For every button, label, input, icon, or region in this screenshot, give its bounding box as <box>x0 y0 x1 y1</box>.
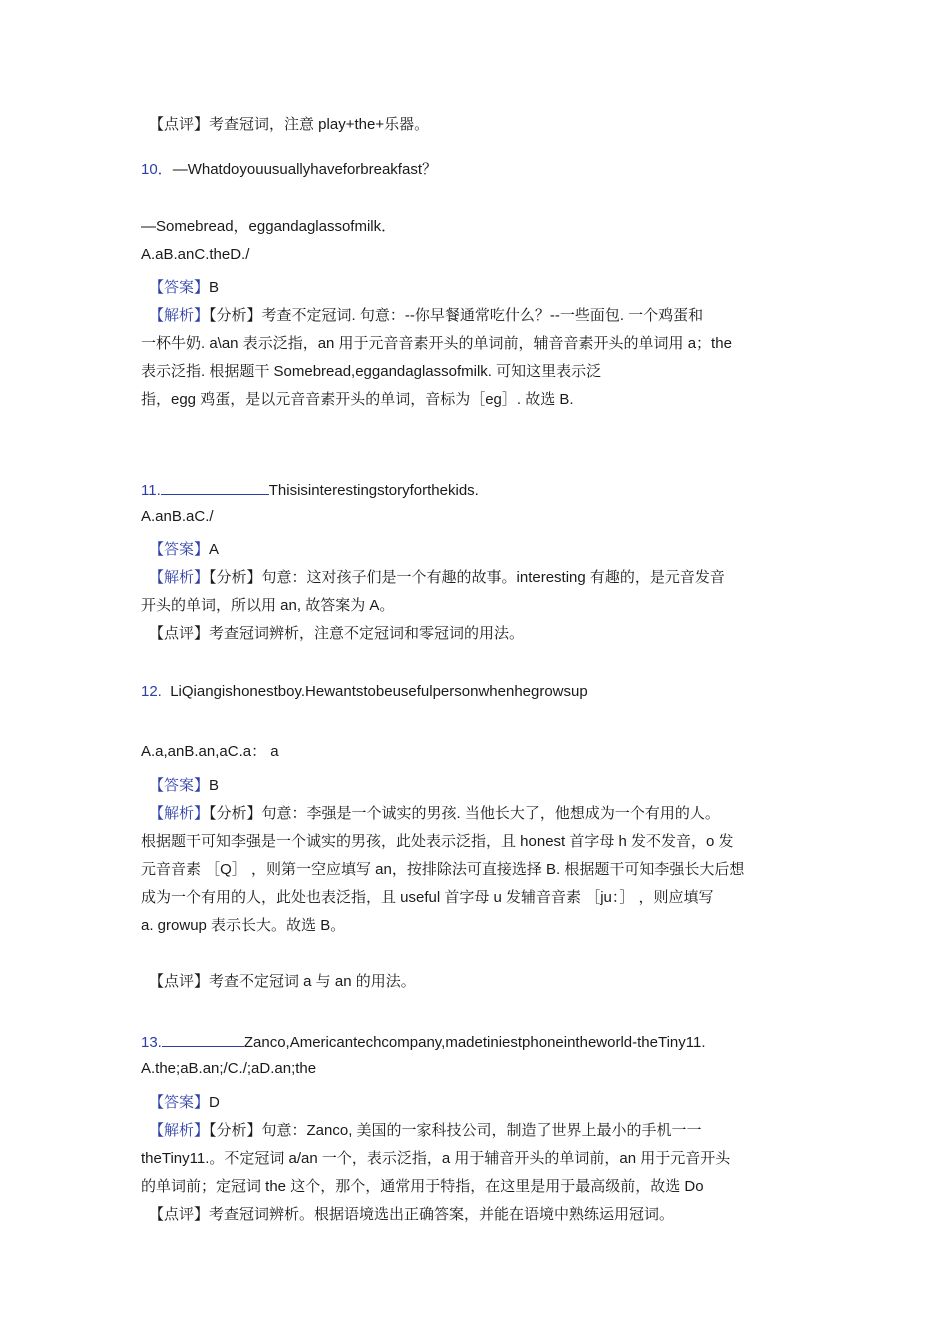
q11-number: 11. <box>141 482 161 499</box>
q10-stem-2: —Somebread，eggandaglassofmilk． <box>141 218 397 235</box>
q10-analysis-text-1: 【分析】考查不定冠词. 句意：--你早餐通常吃什么？--一些面包. 一个鸡蛋和 <box>209 307 704 324</box>
q10-analysis-line-4: 指，egg 鸡蛋，是以元音音素开头的单词，音标为［eg］. 故选 B. <box>141 391 574 408</box>
q13-comment: 【点评】考查冠词辨析。根据语境选出正确答案，并能在语境中熟练运用冠词。 <box>149 1206 675 1223</box>
q10-answer-line <box>149 278 219 298</box>
q11-stem: Thisisinterestingstoryforthekids. <box>268 482 479 499</box>
q10-options: A.aB.anC.theD./ <box>141 246 250 263</box>
q13-answer: D <box>209 1094 220 1111</box>
q11-comment: 【点评】考查冠词辨析，注意不定冠词和零冠词的用法。 <box>149 625 525 642</box>
q12-analysis-text-1: 【分析】句意：李强是一个诚实的男孩. 当他长大了，他想成为一个有用的人。 <box>209 805 720 822</box>
q10-analysis-line-1 <box>149 306 703 326</box>
q11-analysis-line-1 <box>149 568 725 588</box>
q13-answer-tag: 【答案】 <box>149 1094 210 1111</box>
q13-stem-line <box>141 1031 706 1053</box>
q12-analysis-line-1 <box>149 804 720 824</box>
q12-analysis-line-4: 成为一个有用的人，此处也表泛指，且 useful 首字母 u 发辅音音素 ［ju：］ ，则应填写 <box>141 889 714 906</box>
q10-answer: B <box>209 279 220 296</box>
top-comment <box>149 115 429 135</box>
q11-answer: A <box>209 541 220 558</box>
q11-blank <box>161 479 269 495</box>
q12-answer-line <box>149 776 219 796</box>
q13-number: 13. <box>141 1034 162 1051</box>
q12-stem-line <box>141 682 588 702</box>
q12-analysis-line-5: a. growup 表示长大。故选 B。 <box>141 917 346 934</box>
q11-answer-tag: 【答案】 <box>149 541 210 558</box>
q13-blank <box>162 1031 244 1047</box>
q10-number: 10． <box>141 161 173 178</box>
q13-answer-line <box>149 1093 220 1113</box>
q13-analysis-text-1: 【分析】句意：Zanco, 美国的一家科技公司，制造了世界上最小的手机一一 <box>209 1122 702 1139</box>
q13-stem: Zanco,Americantechcompany,madetiniestphoneintheworld-theTiny11. <box>243 1034 706 1051</box>
q12-analysis-line-3: 元音音素 ［Q］ ，则第一空应填写 an，按排除法可直接选择 B. 根据题干可知李强长大后想 <box>141 861 745 878</box>
q13-analysis-tag: 【解析】 <box>149 1122 210 1139</box>
q12-analysis-tag: 【解析】 <box>149 805 210 822</box>
q10-analysis-tag: 【解析】 <box>149 307 210 324</box>
q12-options: A.a,anB.an,aC.a： a <box>141 743 279 760</box>
q10-answer-tag: 【答案】 <box>149 279 210 296</box>
q12-answer-tag: 【答案】 <box>149 777 210 794</box>
q10-stem-line-1 <box>141 160 437 180</box>
q12-stem: LiQiangishonestboy.Hewantstobeusefulpersonwhenhegrowsup <box>170 683 588 700</box>
q12-answer: B <box>209 777 220 794</box>
q10-stem-1: —Whatdoyouusuallyhaveforbreakfast？ <box>172 161 437 178</box>
q13-analysis-line-1 <box>149 1121 702 1141</box>
q13-options: A.the;aB.an;/C./;aD.an;the <box>141 1060 317 1077</box>
q13-analysis-line-3: 的单词前；定冠词 the 这个，那个，通常用于特指，在这里是用于最高级前，故选 Do <box>141 1178 704 1195</box>
q11-stem-line <box>141 479 479 501</box>
q12-comment: 【点评】考查不定冠词 a 与 an 的用法。 <box>149 973 416 990</box>
q13-analysis-line-2: theTiny11.。不定冠词 a/an 一个，表示泛指，a 用于辅音开头的单词前，an 用于元音开头 <box>141 1150 731 1167</box>
q11-analysis-line-2: 开头的单词，所以用 an, 故答案为 A。 <box>141 597 395 614</box>
q11-options: A.anB.aC./ <box>141 508 214 525</box>
q11-analysis-tag: 【解析】 <box>149 569 210 586</box>
comment-text: 考查冠词，注意 play+the+乐器。 <box>209 116 430 133</box>
q12-analysis-line-2: 根据题干可知李强是一个诚实的男孩，此处表示泛指，且 honest 首字母 h 发不发音，o 发 <box>141 833 734 850</box>
q10-analysis-line-3: 表示泛指. 根据题干 Somebread,eggandaglassofmilk. 可知这里表示泛 <box>141 363 602 380</box>
comment-tag: 【点评】 <box>149 116 210 133</box>
q10-analysis-line-2: 一杯牛奶. a\an 表示泛指，an 用于元音音素开头的单词前，辅音音素开头的单词用 a；the <box>141 335 732 352</box>
q12-number: 12. <box>141 683 162 700</box>
q11-analysis-text-1: 【分析】句意：这对孩子们是一个有趣的故事。interesting 有趣的，是元音发音 <box>209 569 725 586</box>
q11-answer-line <box>149 540 219 560</box>
